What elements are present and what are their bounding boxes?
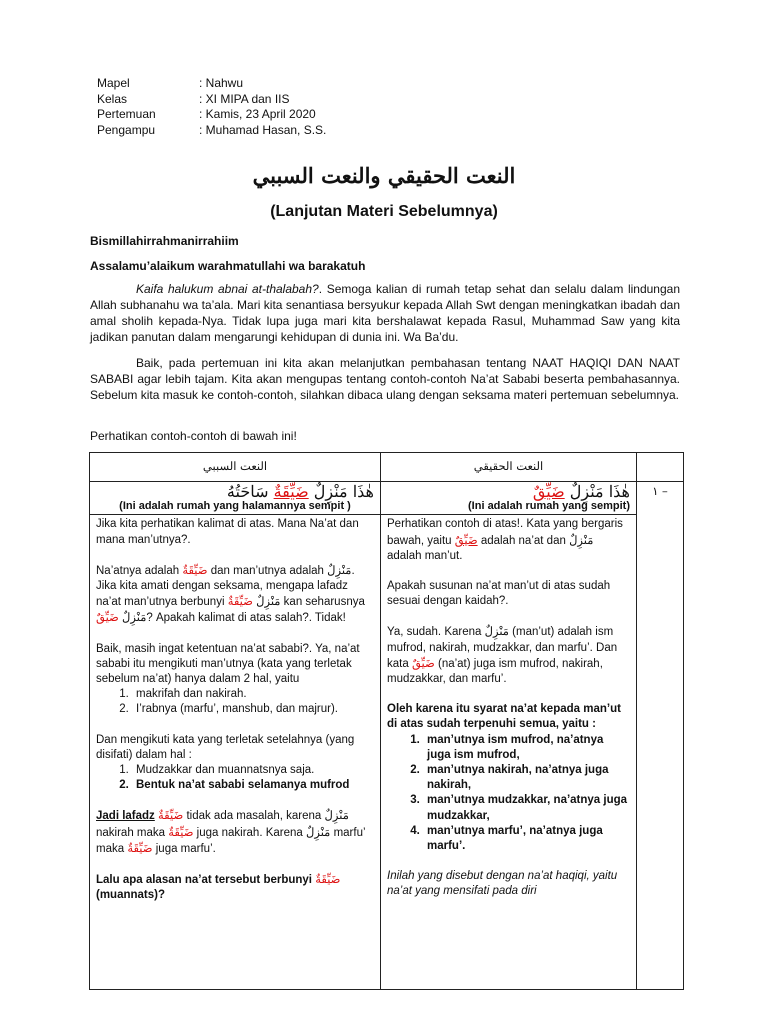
text: . Jika kita amati dengan seksama, mengapa lafadz na’at man’utnya berbunyi [96,564,355,609]
arabic: مَنْزِلٌ [306,824,331,839]
text: Na’atnya adalah [96,564,180,577]
example-haqiqi-cell [381,482,637,515]
text: marfu’ maka [96,826,366,855]
list-mengikuti [96,763,374,793]
arabic: مَنْزِلٌ [569,532,594,547]
ex-naat-red: ضَيِّقَةٌ [273,482,309,501]
meta-key: Mapel [97,76,130,90]
ex-naat-red: ضَيِّقٌ [532,482,565,501]
arabic: مَنْزِلٌ [122,610,147,625]
explanation-sababi [90,515,381,990]
text [387,624,630,687]
text: Ya, sudah. Karena [387,626,482,639]
list-syarat [387,733,630,855]
row-number: ١ – [637,482,684,990]
caption-sababi: (Ini adalah rumah yang halamannya sempit ) [119,500,351,513]
header-haqiqi: النعت الحقيقي [381,453,637,482]
meta-value: : XI MIPA dan IIS [199,91,290,106]
meta-value: : Kamis, 23 April 2020 [199,107,316,121]
text: Baik, masih ingat ketentuan na’at sababi?. Ya, na’at sababi itu mengikuti man’utnya (kata yang terletak sebelum na’at) hanya dalam 2 hal, yaitu [96,642,360,686]
arabic-red: ضَيِّقَةٌ [158,808,184,823]
text [96,872,374,903]
meta-key: Kelas [97,91,128,106]
text: dan man’utnya adalah [210,564,324,577]
text: ? Apakah kalimat di atas salah?. Tidak! [146,612,346,625]
examples-table [89,452,684,990]
paragraph-2: Baik, pada pertemuan ini kita akan melanjutkan pembahasan tentang NAAT HAQIQI DAN NAAT SABABI agar lebih tajam. Kita akan mengupas tentang contoh-contoh Na’at Sababi beserta pembahasannya. Sebelum kita masuk ke contoh-contoh, silahkan dibaca ulang dengan seksama materi pertemuan sebelumnya. [90,356,680,402]
meta-row [97,107,326,123]
arabic: مَنْزِلٌ [327,562,352,577]
arabic-red: ضَيِّقَةٌ [182,562,208,577]
meta-row [97,123,326,139]
list-item: 1. man’utnya ism mufrod, na’atnya juga ism mufrod, [423,733,630,763]
text: Oleh karena itu syarat na’at kepada man’ut di atas sudah terpenuhi semua, yaitu : [387,703,621,731]
ex-text: هٰذَا مَنْزِلٌ [308,482,374,501]
text: nakirah maka [96,826,166,839]
example-haqiqi [387,484,630,499]
text: Jadi lafadz [96,810,155,823]
text [387,517,630,564]
list-ketentuan [96,687,374,717]
paragraph-1-text: . Semoga kalian di rumah tetap sehat dan selalu dalam lindungan Allah subhanahu wa ta’ala. Mari kita senantiasa bersyukur kepada Allah Swt dengan meningkatkan ibadah dan amal sholih kepada-Nya. Tidak lupa juga mari kita bershalawat kepada Rasul, Muhammad Saw yang kita jadikan panutan dalam mengarungi kehidupan di dunia ini. Wa Ba’du. [90,282,681,344]
ex-text: هٰذَا مَنْزِلٌ [564,482,630,501]
caption-haqiqi: (Ini adalah rumah yang sempit) [468,500,630,513]
text: adalah man’ut. [387,549,463,562]
text [96,808,374,857]
arabic-red: ضَيِّقٌ [96,610,119,625]
list-item: 2. Bentuk na’at sababi selamanya mufrod [132,778,374,793]
explanation-haqiqi [381,515,637,990]
subtitle: (Lanjutan Materi Sebelumnya) [270,203,498,220]
greeting-italic: Kaifa halukum abnai at-thalabah? [136,282,319,296]
text: Apakah susunan na’at man’ut di atas sudah sesuai dengan kaidah?. [387,580,611,608]
meta-value: : Nahwu [199,76,244,90]
arabic-red: ضَيِّقٌ [411,655,435,670]
text: Perhatikan contoh di atas!. Kata yang bergaris bawah, yaitu [387,518,623,547]
salam: Assalamu’alaikum warahmatullahi wa barakatuh [90,259,366,273]
arabic-red: ضَيِّقَةٌ [168,824,194,839]
text: (na’at) juga ism mufrod, nakirah, mudzakkar, dan marfu’. [387,657,603,686]
list-item: 4. man’utnya marfu’, na’atnya juga marfu’. [423,824,630,854]
meta-row [97,92,326,108]
arabic: مَنْزِلٌ [484,624,509,639]
text [96,563,374,627]
header-sababi: النعت السببي [90,453,381,482]
text: Dan mengikuti kata yang terletak setelahnya (yang disifati) dalam hal : [96,733,355,761]
meta-row [97,76,326,92]
text: juga marfu’. [155,842,216,855]
arabic-red: ضَيِّقَةٌ [315,872,341,887]
text: (muannats)? [96,889,165,902]
arabic-title: النعت الحقيقي والنعت السببي [252,163,516,188]
arabic-red: ضَيِّقَةٌ [227,594,253,609]
bismillah: Bismillahirrahmanirrahiim [90,234,239,248]
meta-block [97,76,326,138]
instruction: Perhatikan contoh-contoh di bawah ini! [90,429,297,443]
text: kan seharusnya [283,596,365,609]
text: juga nakirah. Karena [196,826,303,839]
meta-key: Pengampu [97,122,156,137]
text: tidak ada masalah, karena [186,810,322,823]
text: Lalu apa alasan na’at tersebut berbunyi [96,874,313,887]
text: Inilah yang disebut dengan na’at haqiqi, yaitu na’at yang mensifati pada diri [387,870,618,898]
arabic: مَنْزِلٌ [324,808,349,823]
list-item: 1. makrifah dan nakirah. [132,687,374,702]
text: adalah na’at dan [480,534,566,547]
header-empty [637,453,684,482]
example-sababi-cell [90,482,381,515]
arabic-red: ضَيِّقٌ [454,532,478,547]
list-item: 1. Mudzakkar dan muannatsnya saja. [132,763,374,778]
arabic-red: ضَيِّقَةٌ [127,840,153,855]
text: Jika kita perhatikan kalimat di atas. Mana Na’at dan mana man’utnya?. [96,518,359,546]
arabic: مَنْزِلٌ [256,594,281,609]
example-sababi [96,484,374,499]
list-item: 2. man’utnya nakirah, na’atnya juga nakirah, [423,763,630,793]
meta-value: : Muhamad Hasan, S.S. [199,122,327,137]
list-item: 2. I’rabnya (marfu’, manshub, dan majrur). [132,702,374,717]
text: (man’ut) adalah ism mufrod, nakirah, mudzakkar, dan marfu’. Dan kata [387,626,618,670]
paragraph-1 [90,281,680,345]
ex-text: سَاحَتُهُ [226,482,274,501]
meta-key: Pertemuan [97,107,156,121]
list-item: 3. man’utnya mudzakkar, na’atnya juga mudzakkar, [423,793,630,823]
